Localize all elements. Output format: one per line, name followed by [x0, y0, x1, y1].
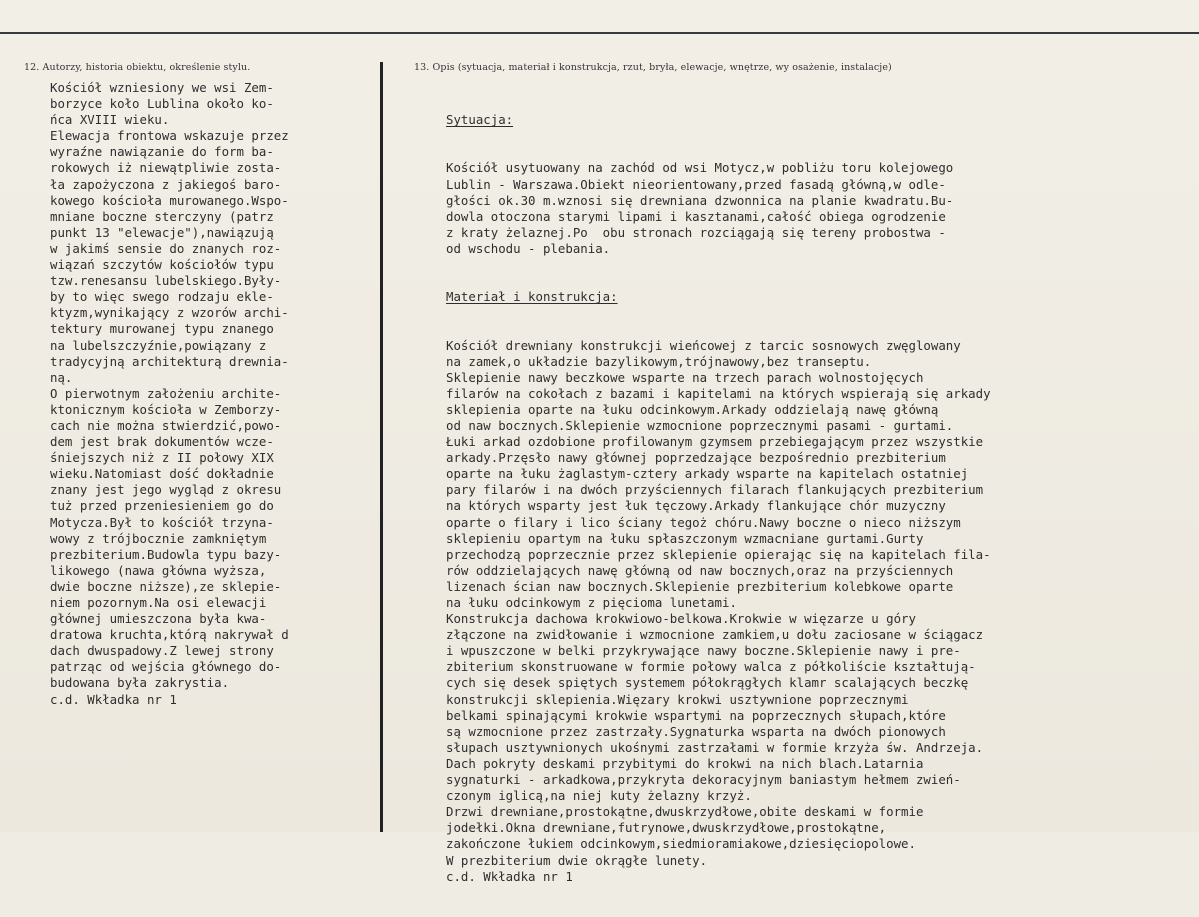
history-text-line: ną. [50, 369, 73, 385]
history-column [50, 80, 370, 708]
history-text-line: cach nie można stwierdzić,powo- [50, 417, 282, 433]
material-text-line: oparte na łuku żaglastym-cztery arkady wsparte na kapitelach ostatniej [446, 466, 969, 482]
material-text-line: Sklepienie nawy beczkowe wsparte na trzech parach wolnostojęcych [446, 369, 924, 385]
material-text-line: zakończone łukiem odcinkowym,siedmioramiakowe,dziesięciopolowe. [446, 836, 916, 852]
material-text-line: konstrukcji sklepienia.Więzary krokwi usztywnione poprzecznymi [446, 691, 909, 707]
history-text-line: dem jest brak dokumentów wcze- [50, 434, 274, 450]
history-text-line: głównej umieszczona była kwa- [50, 611, 267, 627]
material-text-line: belkami spinającymi krokwie wspartymi na poprzecznych słupach,które [446, 707, 946, 723]
material-text-line: W prezbiterium dwie okrągłe lunety. [446, 852, 708, 868]
section-12-label: 12. Autorzy, historia obiektu, określenie stylu. [24, 62, 251, 73]
description-column [446, 80, 1186, 917]
history-text-line: Motycza.Był to kościół trzyna- [50, 514, 274, 530]
material-text-line: sygnaturki - arkadkowa,przykryta dekoracyjnym baniastym hełmem zwień- [446, 772, 961, 788]
history-text-line: wyraźne nawiązanie do form ba- [50, 144, 274, 160]
history-text-line: w jakimś sensie do znanych roz- [50, 240, 282, 256]
history-text-line: borzyce koło Lublina około ko- [50, 96, 274, 112]
history-text-line: na lubelszczyźnie,powiązany z [50, 337, 267, 353]
history-text-line: O pierwotnym założeniu archite- [50, 385, 282, 401]
material-text-line: słupach usztywnionych ukośnymi zastrzałami w formie krzyża św. Andrzeja. [446, 739, 984, 755]
history-text-line: znany jest jego wygląd z okresu [50, 482, 282, 498]
sytuacja-text-line: Lublin - Warszawa.Obiekt nieorientowany,przed fasadą główną,w odle- [446, 176, 946, 192]
material-text-line: na łuku odcinkowym z pięcioma lunetami. [446, 595, 737, 610]
history-text-line: mniane boczne sterczyny (patrz [50, 208, 274, 224]
material-text-line: oparte o filary i lico ściany tegoż chóru.Nawy boczne o nieco niższym [446, 514, 961, 530]
history-text-line: patrząc od wejścia głównego do- [50, 659, 282, 675]
sytuacja-heading: Sytuacja: [446, 112, 514, 128]
history-text-line: tektury murowanej typu znanego [50, 321, 274, 337]
material-text-line: od naw bocznych.Sklepienie wzmocnione poprzecznymi pasami - gurtami. [446, 417, 954, 433]
history-text-line: niem pozornym.Na osi elewacji [50, 595, 267, 610]
sytuacja-text [446, 160, 1186, 257]
material-text-line: są wzmocnione przez zastrzały.Sygnaturka wsparta na dwóch pionowych [446, 723, 946, 739]
history-text-line: c.d. Wkładka nr 1 [50, 691, 177, 707]
material-text-line: pary filarów i na dwóch przyściennych filarach flankujących prezbiterium [446, 482, 984, 498]
history-text-line: tradycyjną architekturą drewnia- [50, 353, 289, 369]
section-13-label: 13. Opis (sytuacja, materiał i konstrukcja, rzut, bryła, elewacje, wnętrze, wy osażenie, instalacje) [414, 62, 892, 73]
sytuacja-text-line: od wschodu - plebania. [446, 240, 611, 256]
material-text-line: cych się desek spiętych systemem półokrągłych klamr scalających beczkę [446, 675, 969, 691]
material-text-line: na których wsparty jest łuk tęczowy.Arkady flankujące chór muzyczny [446, 498, 946, 514]
material-text-line: filarów na cokołach z bazami i kapitelami na których wspierają się arkady [446, 385, 991, 401]
history-text-line: śniejszych niż z II połowy XIX [50, 450, 274, 466]
material-text-line: i wpuszczone w belki przykrywające nawy boczne.Sklepienie nawy i pre- [446, 643, 961, 659]
top-border-rule [0, 32, 1199, 34]
sytuacja-text-line: z kraty żelaznej.Po obu stronach rozciągają się tereny probostwa - [446, 224, 946, 240]
material-text-line: Konstrukcja dachowa krokwiowo-belkowa.Krokwie w więzarze u góry [446, 611, 916, 627]
history-text-line: dratowa kruchta,którą nakrywał d [50, 627, 289, 643]
history-text-line: tzw.renesansu lubelskiego.Były- [50, 273, 282, 289]
material-text-line: sklepienia oparte na łuku odcinkowym.Arkady oddzielają nawę główną [446, 401, 939, 417]
history-text-line: tuż przed przeniesieniem go do [50, 498, 274, 514]
history-text-line: ktyzm,wynikający z wzorów archi- [50, 305, 289, 321]
history-text-line: ła zapożyczona z jakiegoś baro- [50, 176, 282, 192]
material-text-line: złączone na zwidłowanie i wzmocnione zamkiem,u dołu zaciosane w ściągacz [446, 627, 984, 643]
history-text-line: prezbiterium.Budowla typu bazy- [50, 546, 282, 562]
material-text-line: na zamek,o układzie bazylikowym,trójnawowy,bez transeptu. [446, 353, 872, 369]
sytuacja-text-line: dowla otoczona starymi lipami i kasztanami,całość obiega ogrodzenie [446, 208, 946, 224]
history-text-line: rokowych iż niewątpliwie zosta- [50, 160, 282, 176]
material-text-line: Łuki arkad ozdobione profilowanym gzymsem przebiegającym przez wszystkie [446, 434, 984, 450]
material-text-line: lizenach ścian naw bocznych.Sklepienie prezbiterium kolebkowe oparte [446, 578, 954, 594]
history-text-line: wowy z trójbocznie zamkniętym [50, 530, 267, 546]
history-text-line: likowego (nawa główna wyższa, [50, 562, 267, 578]
material-text-line: sklepieniu opartym na łuku spłaszczonym wzmacniane gurtami.Gurty [446, 530, 924, 546]
material-text-line: Kościół drewniany konstrukcji wieńcowej z tarcic sosnowych zwęglowany [446, 337, 961, 353]
material-text-line: czonym iglicą,na niej kuty żelazny krzyż. [446, 788, 752, 804]
history-text-line: Kościół wzniesiony we wsi Zem- [50, 80, 274, 95]
material-text-line: Dach pokryty deskami przybitymi do krokwi na nich blach.Latarnia [446, 755, 924, 771]
material-text-line: jodełki.Okna drewniane,futrynowe,dwuskrzydłowe,prostokątne, [446, 820, 887, 836]
material-heading: Materiał i konstrukcja: [446, 289, 618, 305]
material-text [446, 338, 1186, 885]
material-text-line: rów oddzielających nawę główną od naw bocznych,oraz na przyściennych [446, 562, 954, 578]
history-text-line: budowana była zakrystia. [50, 675, 230, 691]
history-text-line: dach dwuspadowy.Z lewej strony [50, 643, 274, 659]
sytuacja-text-line: głości ok.30 m.wznosi się drewniana dzwonnica na planie kwadratu.Bu- [446, 192, 954, 208]
history-text-line: wieku.Natomiast dość dokładnie [50, 466, 274, 482]
material-text-line: zbiterium skonstruowane w formie połowy walca z półkoliście kształtują- [446, 659, 976, 675]
column-divider [380, 62, 383, 832]
history-text-line: by to więc swego rodzaju ekle- [50, 289, 274, 305]
sytuacja-text-line: Kościół usytuowany na zachód od wsi Motycz,w pobliżu toru kolejowego [446, 160, 954, 176]
material-text-line: c.d. Wkładka nr 1 [446, 868, 573, 884]
history-text-line: kowego kościoła murowanego.Wspo- [50, 192, 289, 208]
history-text-line: ńca XVIII wieku. [50, 112, 170, 128]
history-text-line: ktonicznym kościoła w Zemborzy- [50, 401, 282, 417]
material-text-line: Drzwi drewniane,prostokątne,dwuskrzydłowe,obite deskami w formie [446, 804, 924, 820]
material-text-line: przechodzą poprzecznie przez sklepienie opierając się na kapitelach fila- [446, 546, 991, 562]
history-text-line: wiązań szczytów kościołów typu [50, 257, 274, 273]
history-text-line: Elewacja frontowa wskazuje przez [50, 128, 289, 144]
history-text-line: punkt 13 "elewacje"),nawiązują [50, 224, 274, 240]
history-text-line: dwie boczne niższe),ze sklepie- [50, 578, 282, 594]
material-text-line: arkady.Przęsło nawy głównej poprzedzające bezpośrednio prezbiterium [446, 450, 946, 466]
